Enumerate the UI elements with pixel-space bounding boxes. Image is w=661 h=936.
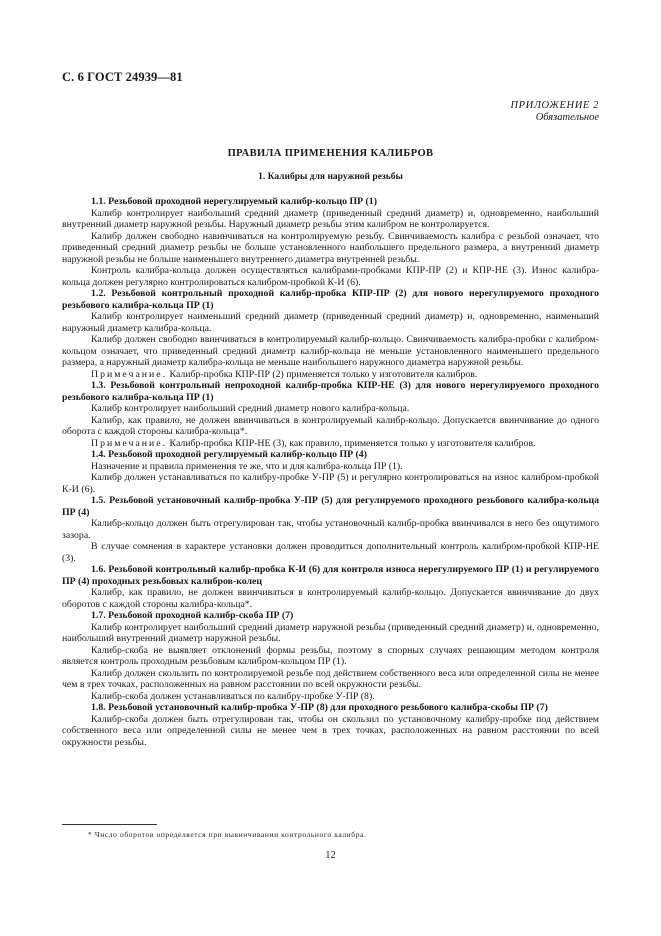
body-paragraph: Калибр контролирует наибольший средний диаметр нового калибра-кольца. (91, 403, 410, 414)
body-paragraph: Калибр-скоба должен устанавливаться по калибру-пробке У-ПР (8). (91, 690, 375, 702)
note-text: Калибр-пробка КПР-ПР (2) применяется только у изготовителя калибров. (169, 368, 478, 380)
body-paragraph: Калибр должен устанавливаться по калибру-пробке У-ПР (5) и регулярно контролироваться на износ калибром-пробкой К-И (6). (62, 472, 599, 495)
note-text: Калибр-пробка КПР-НЕ (3), как правило, применяется только у изготовителя калибров. (169, 437, 536, 449)
footnote-divider (62, 824, 157, 825)
page-number: 12 (325, 850, 336, 861)
appendix-title: ПРИЛОЖЕНИЕ 2 (510, 100, 599, 111)
body-paragraph: Калибр-кольцо должен быть отрегулирован так, чтобы установочный калибр-пробка ввинчивался в него без ощутимого зазора. (62, 518, 599, 541)
body-paragraph: Калибр должен свободно ввинчиваться в контролируемый калибр-кольцо. Свинчиваемость калибра-пробки с калибром-кольцом означает, что приведенный средний диаметр калибр-кольца не меньше установленного наименьшего предельного размера, а наружный диаметр калибра-кольца не меньше наибольшего наружного диаметра наружной резьбы. (62, 334, 599, 368)
body-paragraph: Калибр контролирует наибольший средний диаметр наружной резьбы (приведенный средний диаметр) и, одновременно, наибольший внутренний диаметр наружной резьбы. (62, 621, 599, 644)
section-heading: 1.6. Резьбовой контрольный калибр-пробка К-И (6) для контроля износа нерегулируемого ПР (1) и регулируемого ПР (4) проходных резьбовых калибров-колец (62, 564, 599, 587)
note-paragraph (62, 438, 599, 450)
body-paragraph: Назначение и правила применения те же, что и для калибра-кольца ПР (1). (91, 460, 403, 472)
note-paragraph (62, 369, 599, 381)
section-heading: 1.4. Резьбовой проходной регулируемый калибр-кольцо ПР (4) (91, 449, 367, 460)
appendix-block (510, 100, 599, 124)
body-paragraph: Калибр контролирует наименьший средний диаметр (приведенный средний диаметр) и, одновременно, наименьший наружный диаметр калибра-кольца. (62, 311, 599, 334)
body-paragraph: В случае сомнения в характере установки должен проводиться дополнительный контроль калибром-пробкой КПР-НЕ (3). (62, 541, 599, 564)
page-header: С. 6 ГОСТ 24939—81 (62, 70, 183, 84)
body-paragraph: Калибр должен скользить по контролируемой резьбе под действием собственного веса или определенной силы не менее чем в трех точках, расположенных на равном расстоянии по всей окружности резьбы. (62, 667, 599, 690)
appendix-status: Обязательное (535, 112, 599, 123)
section-heading: 1.5. Резьбовой установочный калибр-пробка У-ПР (5) для регулируемого проходного резьбового калибра-кольца ПР (4) (62, 495, 599, 518)
section-heading: 1.3. Резьбовой контрольный непроходной калибр-пробка КПР-НЕ (3) для нового нерегулируемого проходного резьбового калибра-кольца ПР (1) (62, 380, 599, 403)
body-paragraph: Калибр, как правило, не должен ввинчиваться в контролируемый калибр-кольцо. Допускается ввинчивание до одного оборота с каждой стороны калибра-кольца*. (62, 414, 599, 437)
section-heading: 1.1. Резьбовой проходной нерегулируемый калибр-кольцо ПР (1) (91, 196, 377, 207)
section-heading: 1.7. Резьбовой проходной калибр-скоба ПР (7) (91, 610, 294, 621)
section-heading: 1.8. Резьбовой установочный калибр-пробка У-ПР (8) для проходного резьбового калибра-скобы ПР (7) (91, 702, 548, 713)
body-paragraph: Калибр, как правило, не должен ввинчиваться в контролируемый калибр-кольцо. Допускается ввинчивание до двух оборотов с каждой стороны калибра-кольца*. (62, 587, 599, 610)
note-label: Примечание. (91, 437, 168, 449)
body-paragraph: Калибр контролирует наибольший средний диаметр (приведенный средний диаметр) и, одновременно, наибольший внутренний диаметр наружной резьбы. Наружный диаметр резьбы этим калибром не контролируется. (62, 207, 599, 230)
document-title: ПРАВИЛА ПРИМЕНЕНИЯ КАЛИБРОВ (227, 148, 434, 159)
body-paragraph: Калибр должен свободно навинчиваться на контролируемую резьбу. Свинчиваемость калибра с резьбой означает, что приведенный средний диаметр резьбы не больше установленного наибольшего предельного размера, а внутренний диаметр наружной резьбы не больше наименьшего внутреннего диаметра внутренней резьбы. (62, 230, 599, 265)
body-paragraph: Калибр-скоба не выявляет отклонений формы резьбы, поэтому в спорных случаях решающим методом контроля является контроль проходным резьбовым калибром-кольцом ПР (1). (62, 644, 599, 667)
body-paragraph: Калибр-скоба должен быть отрегулирован так, чтобы он скользил по установочному калибру-пробке под действием собственного веса или определенной силы не менее чем в трех точках, расположенных на равном расстоянии по всей окружности резьбы. (62, 713, 599, 748)
section-heading: 1.2. Резьбовой контрольный проходной калибр-пробка КПР-ПР (2) для нового нерегулируемого проходного резьбового калибра-кольца ПР (1) (62, 288, 599, 311)
note-label: Примечание. (91, 368, 168, 380)
section-subtitle: 1. Калибры для наружной резьбы (258, 172, 403, 182)
document-body (62, 196, 599, 748)
body-paragraph: Контроль калибра-кольца должен осуществляться калибрами-пробками КПР-ПР (2) и КПР-НЕ (3). Износ калибра-кольца должен регулярно контролироваться калибром-пробкой К-И (6). (62, 265, 599, 288)
footnote: * Число оборотов определяется при вывинчивании контрольного калибра. (88, 830, 367, 839)
